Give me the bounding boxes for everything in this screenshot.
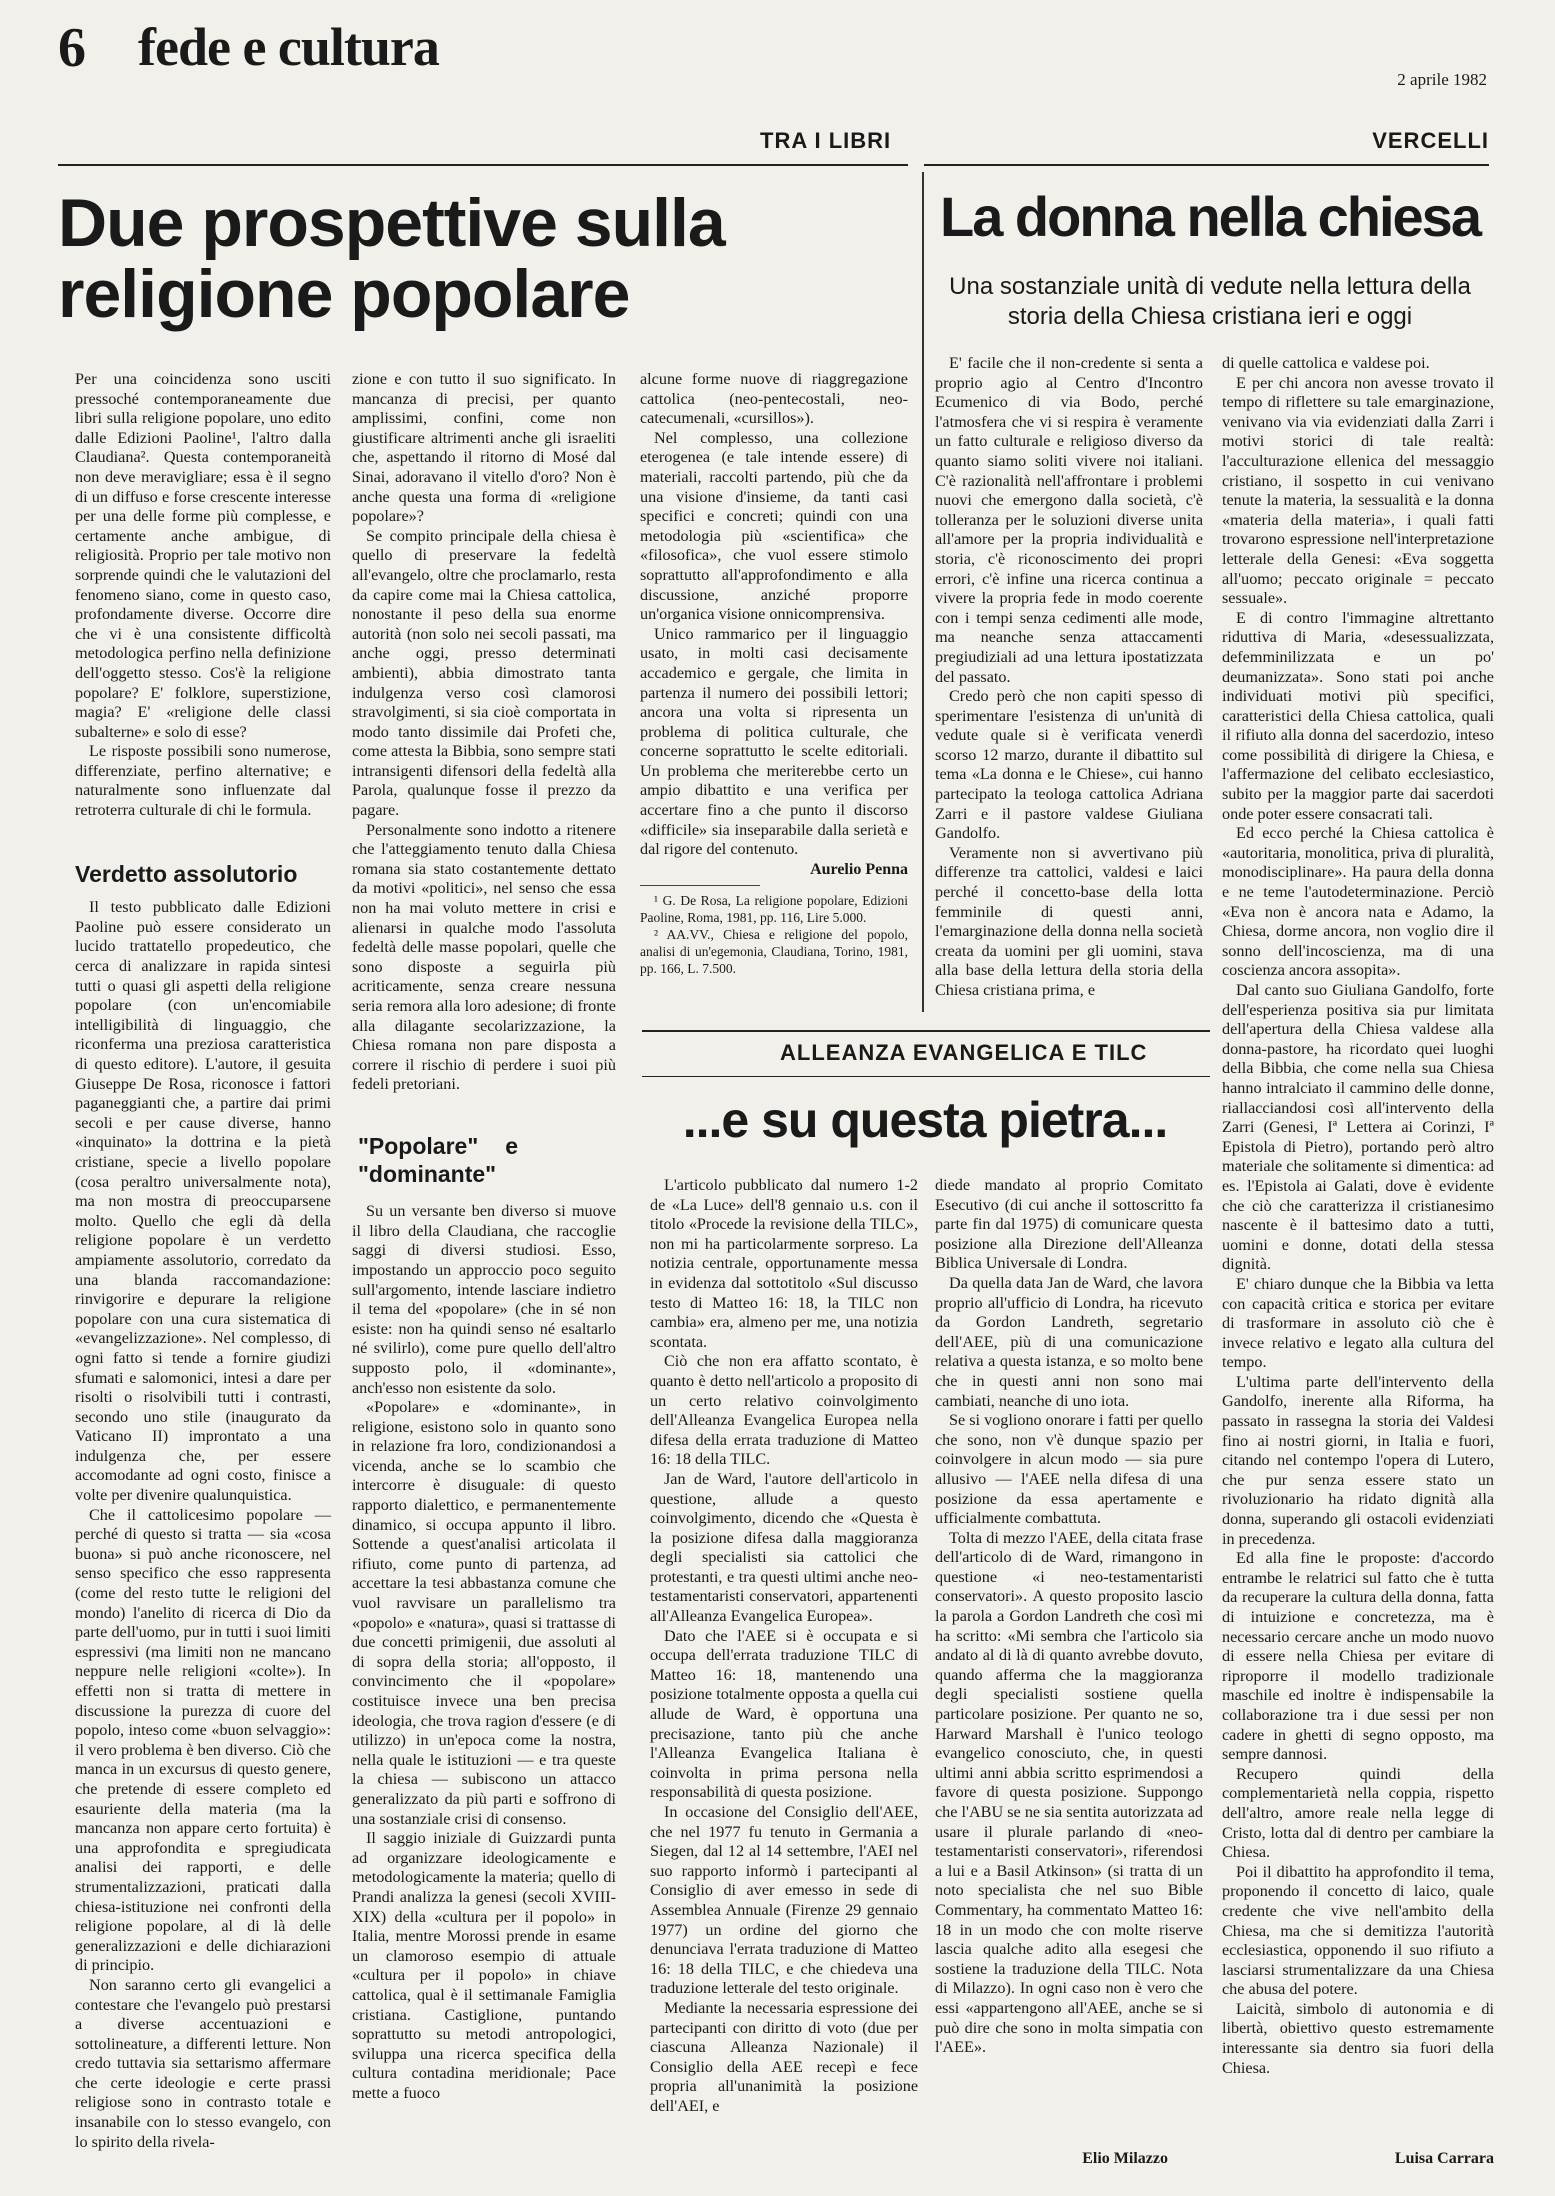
issue-date: 2 aprile 1982: [1397, 70, 1487, 89]
paragraph: Unico rammarico per il linguaggio usato, in molti casi decisamente accademico e gergale, che limita in partenza il numero dei possibili lettori; ancora una volta si ripresenta un problema di politica culturale, che concerne soprattutto le scelte editoriali. Un problema che meriterebbe certo un ampio dibattito e una verifica per accertare fino a che punto il discorso «difficile» sia inseparabile dalla serietà e dal rigore del contenuto.: [640, 624, 908, 859]
article1-column-3: [640, 370, 908, 1030]
paragraph: Dal canto suo Giuliana Gandolfo, forte dell'esperienza positiva sia pur limitata dell'apertura della Chiesa valdese alla donna-pastore, ha ricordato quei luoghi della Bibbia, che come nella sua Chiesa hanno intralciato il cammino delle donne, riallacciandosi così all'intervento della Zarri (Genesi, Iª Lettera ai Corinzi, Iª Epistola di Pietro), portando però altro materiale che solitamente si dimentica: ad es. l'Epistola ai Galati, dove è evidente che ciò che caratterizza il cristianesimo nascente è il battesimo dato a tutti, uomini e donne, dotati della stessa dignità.: [1222, 981, 1494, 1274]
footnotes: [640, 892, 908, 977]
paragraph: Il saggio iniziale di Guizzardi punta ad organizzare ideologicamente e metodologicamente la materia; quello di Prandi analizza la genesi (secoli XVIII-XIX) della «cultura per il popolo» in Italia, mentre Morossi prende in esame un clamoroso esempio di attuale «cultura per il popolo» in chiave cattolica, qual è il settimanale Famiglia cristiana. Castiglione, puntando soprattutto su metodi antropologici, sviluppa una ricerca specifica della cultura contadina meridionale; Pace mette a fuoco: [352, 1829, 616, 2102]
paragraph: Veramente non si avvertivano più differenze tra cattolici, valdesi e laici perché il concetto-base della lotta femminile di questi anni, l'emarginazione della donna nella società creata da uomini per gli uomini, stava alla base della lettura della storia della Chiesa cristiana prima, e: [935, 843, 1203, 999]
paragraph: Su un versante ben diverso si muove il libro della Claudiana, che raccoglie saggi di diversi studiosi. Esso, impostando un approccio poco seguito sull'argomento, intende lasciare indietro il tema del «popolare» (che in sé non esiste: non ha quindi senso né esaltarlo né svilirlo), come pure quello dell'altro supposto polo, il «dominante», anch'esso non esistente da solo.: [352, 1202, 616, 1397]
paragraph: Da quella data Jan de Ward, che lavora proprio all'ufficio di Londra, ha ricevuto da Gordon Landreth, segretario dell'AEE, più di una comunicazione relativa a questa istanza, e so molto bene che in questi anni non sono mai cambiati, neanche di uno iota.: [935, 1273, 1203, 1410]
paragraph: L'articolo pubblicato dal numero 1-2 de «La Luce» dell'8 gennaio u.s. con il titolo «Procede la revisione della TILC», non mi ha particolarmente sorpreso. La notizia centrale, opportunamente messa in evidenza dal sottotitolo «Sul discusso testo di Matteo 16: 18, la TILC non cambia» era, almeno per me, una notizia scontata.: [650, 1176, 918, 1351]
paragraph: di quelle cattolica e valdese poi.: [1222, 354, 1430, 372]
author-luisa-carrara: Luisa Carrara: [1394, 2150, 1494, 2167]
footnote: ¹ G. De Rosa, La religione popolare, Edizioni Paoline, Roma, 1981, pp. 116, Lire 5.000.: [640, 893, 908, 926]
paragraph: alcune forme nuove di riaggregazione cattolica (neo-pentecostali, neo-catecumenali, «cursillos»).: [640, 370, 908, 428]
section-label-vercelli: VERCELLI: [1372, 128, 1489, 153]
article3-section-label: ALLEANZA EVANGELICA E TILC: [780, 1040, 1148, 1065]
paragraph: Ed ecco perché la Chiesa cattolica è «autoritaria, monolitica, priva di pluralità, monodisciplinare». Ha paura della donna e ne teme l'autodeterminazione. Perciò «Eva non è ancora nata e Adamo, la Chiesa, dorme ancora, non voglio dire il sonno dell'incoscienza, ma di una coscienza ancora assopita».: [1222, 824, 1494, 980]
paragraph: Nel complesso, una collezione eterogenea (e tale intende essere) di materiali, raccolti partendo, più che da una visione d'insieme, da tanti casi specifici e concreti; quindi con una metodologia più «scientifica» che «filosofica», che vuol essere stimolo soprattutto all'approfondimento e alla discussione, anziché proporre un'organica visione onnicomprensiva.: [640, 428, 908, 624]
paragraph: Se si vogliono onorare i fatti per quello che sono, non v'è dunque spazio per coinvolgere in alcun modo — sia pure allusivo — l'AEE nella difesa di una posizione da essa apertamente e ufficialmente combattuta.: [935, 1411, 1203, 1528]
paragraph: E' facile che il non-credente si senta a proprio agio al Centro d'Incontro Ecumenico di via Bodo, perché l'atmosfera che vi si respira è veramente un fatto culturale e religioso diverso da quanto siamo soliti vivere noi italiani. C'è razionalità nell'affrontare i problemi nuovi che emergono dalla società, c'è tolleranza per le soluzioni diverse unita all'amore per la propria individualità e storia, c'è riconoscimento dei propri errori, c'è infine una ricerca continua a vivere la propria fede in modo coerente con i tempi senza cedimenti alle mode, ma neanche senza attaccamenti pregiudiziali ad una lettura ipostatizzata del passato.: [935, 354, 1203, 686]
paragraph: «Popolare» e «dominante», in religione, esistono solo in quanto sono in relazione fra loro, condizionandosi a vicenda, anche se lo scambio che intercorre è disuguale: di questo rapporto dialettico, e permanentemente dinamico, si occupa appunto il libro. Sottende a quest'analisi articolata il rifiuto, come punto di partenza, ad accettare la tesi abbastanza comune che vuol ravvisare un parallelismo tra «popolo» e «natura», quasi si trattasse di due concetti primigenii, due assoluti al di sopra della storia; all'opposto, il convincimento che il «popolare» costituisce invece una ben precisa ideologia, che trova ragion d'essere (e di utilizzo) in un'epoca come la nostra, nella quale le istituzioni — e tra queste la chiesa — subiscono un attacco generalizzato da più parti e soffrono di una sostanziale crisi di consenso.: [352, 1398, 616, 1828]
paragraph: Non saranno certo gli evangelici a contestare che l'evangelo può prestarsi a diverse accentuazioni e sottolineature, a differenti letture. Non credo tuttavia sia settarismo affermare che certe ideologie e certe prassi religiose sono in contrasto totale e insanabile con lo stesso evangelo, con lo spirito della rivela-: [75, 1975, 331, 2151]
column-divider: [922, 172, 924, 1012]
paragraph: L'ultima parte dell'intervento della Gandolfo, inerente alla Riforma, ha passato in rassegna la storia dei Valdesi fino ai nostri giorni, in Italia e fuori, citando nel contempo l'opera di Lutero, che pur senza essere stato un rivoluzionario ha ridato dignità alla donna, superando gli ostacoli evidenziati in precedenza.: [1222, 1372, 1494, 1548]
paragraph: Credo però che non capiti spesso di sperimentare l'esistenza di un'unità di vedute quale si è verificata venerdì scorso 12 marzo, durante il dibattito sul tema «La donna e le Chiese», cui hanno partecipato la teologa cattolica Adriana Zarri e il pastore valdese Giuliana Gandolfo.: [935, 687, 1203, 843]
paragraph: Recupero quindi della complementarietà nella coppia, rispetto dell'altro, amore reale nella legge di Cristo, lotta dal di dentro per cambiare la Chiesa.: [1222, 1764, 1494, 1862]
paragraph: Il testo pubblicato dalle Edizioni Paoline può essere considerato un lucido trattatello propedeutico, che cerca di analizzare in rapida sintesi tutti o quasi gli aspetti della religione popolare (con un'encomiabile intelligibilità di linguaggio, che riconferma una preziosa caratteristica di questo editore). L'autore, il gesuita Giuseppe De Rosa, riconosce i fattori paganeggianti che, a partire dai primi secoli e per cause diverse, hanno «inquinato» la dottrina e la pietà cristiane, specie a livello popolare (cosa peraltro universalmente nota), ma non mostra di preoccuparsene molto. Quello che egli dà della religione popolare è un verdetto ampiamente assolutorio, corredato da una blanda raccomandazione: rinvigorire e depurare la religione popolare con una cura sistematica di «evangelizzazione». Nel complesso, di ogni fatto si tende a fornire giudizi sfumati e salomonici, intesi a dare per risolti o risolvibili tutti i contrasti, secondo uno stile (inaugurato da Vaticano II) improntato a una indulgenza che, per essere accomodante ad ogni costo, finisce a volte per divenire qualunquistica.: [75, 898, 331, 1505]
paragraph: Laicità, simbolo di autonomia e di libertà, obiettivo questo estremamente interessante sia dentro sia fuori della Chiesa.: [1222, 1999, 1494, 2077]
top-rule-left: [58, 164, 908, 166]
page-number: 6: [58, 17, 86, 79]
article2-subtitle: Una sostanziale unità di vedute nella lettura della storia della Chiesa cristiana ieri e oggi: [949, 273, 1471, 330]
paragraph: Poi il dibattito ha approfondito il tema, proponendo il concetto di laico, quale credente che vive nell'ambito della Chiesa, ma che si demitizza l'autorità ecclesiastica, opponendo il suo rifiuto a lasciarsi strumentalizzare da una Chiesa che abusa del potere.: [1222, 1862, 1494, 1999]
paragraph: Ciò che non era affatto scontato, è quanto è detto nell'articolo a proposito di un certo relativo coinvolgimento dell'Alleanza Evangelica Europea nella difesa della errata traduzione di Matteo 16: 18 della TILC.: [650, 1352, 918, 1469]
paragraph: zione e con tutto il suo significato. In mancanza di precisi, per quanto amplissimi, confini, come non giustificare altrimenti anche gli israeliti che, aspettando il ritorno di Mosé dal Sinai, adoravano il vitello d'oro? Non è anche questa una forma di «religione popolare»?: [352, 370, 616, 526]
paragraph: E per chi ancora non avesse trovato il tempo di riflettere su tale emarginazione, venivano via via evidenziati dalla Zarri i motivi storici di tale realtà: l'acculturazione ellenica del messaggio cristiano, il sospetto in cui venivano tenute la materia, la sessualità e la donna «materia della materia», i quali fatti trovarono espressione nell'interpretazione letterale della Genesi: «Eva soggetta all'uomo; peccato originale = peccato sessuale».: [1222, 373, 1494, 608]
paragraph: In occasione del Consiglio dell'AEE, che nel 1977 fu tenuto in Germania a Siegen, dal 12 al 14 settembre, l'AEI nel suo rapporto informò i partecipanti al Consiglio di aver emesso in sede di Assemblea Annuale (Firenze 29 gennaio 1977) un ordine del giorno che denunciava l'errata traduzione di Matteo 16: 18 della TILC, e che chiedeva una traduzione letterale del testo originale.: [650, 1803, 918, 1998]
article3-headline: ...e su questa pietra...: [682, 1092, 1168, 1148]
paragraph: E di contro l'immagine altrettanto riduttiva di Maria, «desessualizzata, defemminilizzata e un po' deumanizzata». Sono stati poi anche individuati motivi più specifici, caratteristici della Chiesa cattolica, quali il rifiuto alla donna del sacerdozio, inteso come possibilità di dirigere la Chiesa, e l'affermazione del celibato ecclesiastico, subito per la maggior parte dai sacerdoti onde poter essere consacrati tali.: [1222, 608, 1494, 823]
paragraph: Dato che l'AEE si è occupata e si occupa dell'errata traduzione TILC di Matteo 16: 18, mantenendo una posizione totalmente opposta a quella cui allude de Ward, è opportuna una precisazione, tanto più che anche l'Alleanza Evangelica Italiana è coinvolta in prima persona nella responsabilità di questa posizione.: [650, 1626, 918, 1802]
article1-column-1: [75, 370, 331, 2151]
paragraph: Che il cattolicesimo popolare — perché di questo si tratta — sia «cosa buona» si può anche riconoscere, nel senso specifico che esso rappresenta (come del resto tutte le religioni del mondo) l'anelito di ricerca di Dio da parte dell'uomo, pur in tutti i suoi limiti espressivi (ma limiti non ne mancano neppure nelle religioni «colte»). In effetti non si tratta di mettere in discussione la purezza di cuore del popolo, inteso come «buon selvaggio»: il vero problema è ben diverso. Ciò che manca in un excursus di questo genere, che pretende di essere completo ed esauriente della materia (ma la mancanza non appare certo fortuita) è una approfondita e spregiudicata analisi dei rapporti, e delle strumentalizzazioni, praticati dalla chiesa-istituzione nei confronti della religione popolare, al di là delle generalizzazioni e delle dichiarazioni di principio.: [75, 1505, 331, 1975]
author-aurelio-penna: Aurelio Penna: [810, 860, 908, 878]
top-rule-right: [924, 164, 1489, 166]
footnote: ² AA.VV., Chiesa e religione del popolo, analisi di un'egemonia, Claudiana, Torino, 1981, pp. 166, L. 7.500.: [640, 927, 908, 977]
paragraph: E' chiaro dunque che la Bibbia va letta con capacità critica e storica per evitare di trasformare in assoluto ciò che è invece relativo e legato alla cultura del tempo.: [1222, 1274, 1494, 1372]
section-label-tra-i-libri: TRA I LIBRI: [760, 128, 892, 153]
paragraph: diede mandato al proprio Comitato Esecutivo (di cui anche il sottoscritto fa parte fin dal 1975) di comunicare questa posizione alla Direzione dell'Alleanza Biblica Universale di Londra.: [935, 1176, 1203, 1273]
article1-headline: Due prospettive sulla religione popolare: [58, 185, 725, 333]
article3-column-2: [935, 1176, 1203, 2086]
paragraph: Le risposte possibili sono numerose, differenziate, perfino alternative; e naturalmente sono influenzate dal retroterra culturale di chi le formula.: [75, 742, 331, 820]
article3-column-1: [650, 1176, 918, 2121]
article3-top-rule: [642, 1030, 1210, 1032]
paragraph: Jan de Ward, l'autore dell'articolo in questione, allude a questo coinvolgimento, dicendo che «Questa è la posizione difesa dalla maggioranza degli specialisti sia cattolici che protestanti, e tra questi ultimi anche neo-testamentaristi conservatori, appartenenti all'Alleanza Evangelica Europea».: [650, 1469, 918, 1626]
paragraph: Per una coincidenza sono usciti pressoché contemporaneamente due libri sulla religione popolare, uno edito dalle Edizioni Paoline¹, l'altro dalla Claudiana². Questa contemporaneità non deve meravigliare; essa è il segno di un diffuso e forse crescente interesse per una delle forme più complesse, e certamente anche ambigue, di religiosità. Proprio per tale motivo non sorprende quindi che le valutazioni del fenomeno siano, come in questo caso, profondamente diverse. Occorre dire che vi è una consistente difficoltà metodologica perfino nella definizione dell'oggetto stesso. Cos'è la religione popolare? E' folklore, superstizione, magia? E' «religione delle classi subalterne» e solo di esse?: [75, 370, 331, 741]
article2-column-2: [1222, 354, 1494, 2119]
notes-divider: [640, 885, 760, 886]
paragraph: Ed alla fine le proposte: d'accordo entrambe le relatrici sul fatto che è tutta da recuperare la cultura della donna, fatta di intuizione e concretezza, ma è necessario cercare anche un modo nuovo di essere nella Chiesa per evitare di riproporre il modello tradizionale maschile ed inoltre è indispensabile la collaborazione tra i due sessi per non cadere in ghetti di segno opposto, ma sempre dannosi.: [1222, 1549, 1494, 1764]
paragraph: Se compito principale della chiesa è quello di preservare la fedeltà all'evangelo, oltre che proclamarlo, resta da capire come mai la Chiesa cattolica, nonostante il peso della sua enorme autorità (non solo nei secoli passati, ma anche oggi, presso determinati ambienti), abbia dimostrato tanta indulgenza verso così clamorosi stravolgimenti, si sia cioè comportata in modo tanto dissimile dai Profeti che, come attesta la Bibbia, sono sempre stati intransigenti difensori della fedeltà alla Parola, qualunque fosse il prezzo da pagare.: [352, 526, 616, 820]
author-elio-milazzo: Elio Milazzo: [1082, 2150, 1168, 2167]
section-title: fede e cultura: [138, 17, 439, 77]
paragraph: Mediante la necessaria espressione dei partecipanti con diritto di voto (due per ciascuna Alleanza Nazionale) il Consiglio della AEE recepì e fece propria all'unanimità la posizione dell'AEI, e: [650, 1998, 918, 2115]
article2-headline: La donna nella chiesa: [940, 185, 1480, 248]
subhead-popolare-dominante: "Popolare" e "dominante": [358, 1132, 518, 1187]
subhead-verdetto-assolutorio: Verdetto assolutorio: [75, 860, 298, 887]
article3-section-rule: [642, 1076, 1210, 1077]
article1-column-2: [352, 370, 616, 2140]
paragraph: Personalmente sono indotto a ritenere che l'atteggiamento tenuto dalla Chiesa romana sia stato costantemente dettato da motivi «politici», nel senso che essa non ha mai voluto mettere in crisi e alienarsi in qualche modo l'assoluta fedeltà delle masse popolari, quelle che sono disposte a seguirla più acriticamente, senza creare nessuna seria remora alla loro adesione; di fronte alla dilagante secolarizzazione, la Chiesa romana non pare disposta a correre il rischio di perdere i suoi più fedeli pretoriani.: [352, 820, 616, 1094]
paragraph: Tolta di mezzo l'AEE, della citata frase dell'articolo di de Ward, rimangono in questione «i neo-testamentaristi conservatori». A questo proposito lascio la parola a Gordon Landreth che così mi ha scritto: «Mi sembra che l'articolo sia andato al di là di quanto avrebbe dovuto, quando afferma che la maggioranza degli specialisti sostiene quella particolare posizione. Per quanto ne so, Harward Marshall è l'unico teologo evangelico conosciuto, che, in questi ultimi anni abbia scritto esprimendosi a favore di questa posizione. Suppongo che l'ABU se ne sia sentita autorizzata ad usare il plurale parlando di «neo-testamentaristi conservatori», riferendosi a lui e a Basil Atkinson» (si tratta di un noto specialista che nel suo Bible Commentary, ha commentato Matteo 16: 18 in un modo che con molte riserve lascia qualche adito alla esegesi che sostiene la traduzione della TILC. Nota di Milazzo). In ogni caso non è vero che essi «appartengono all'AEE, anche se si può dire che sono in molta simpatia con l'AEE».: [935, 1528, 1203, 2057]
article2-column-1: [935, 354, 1203, 1014]
